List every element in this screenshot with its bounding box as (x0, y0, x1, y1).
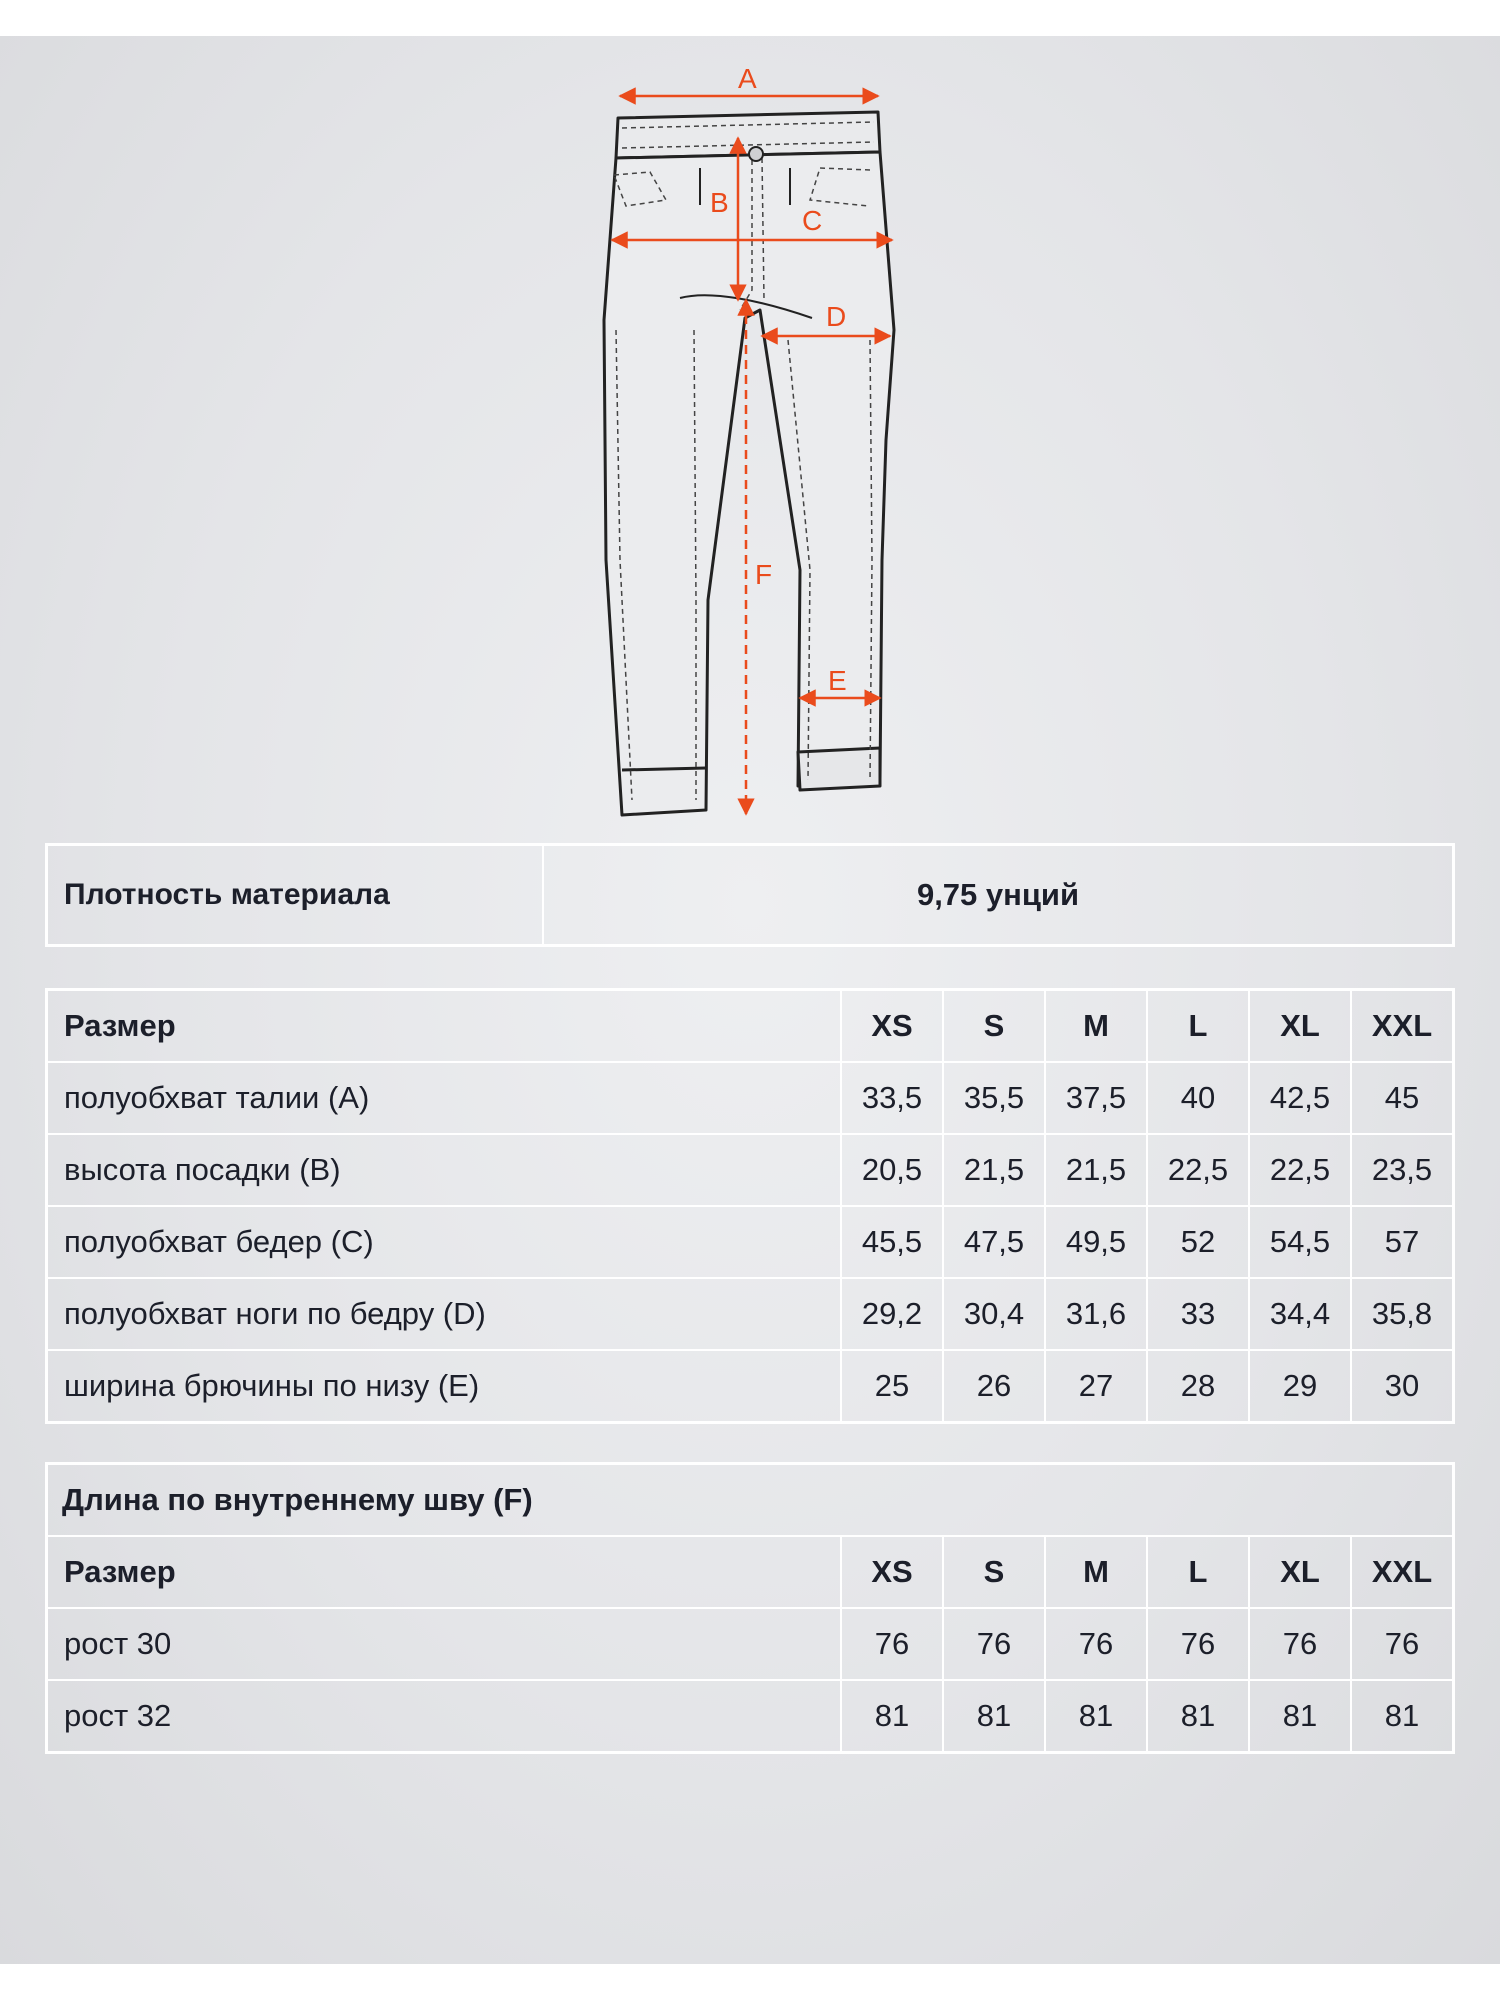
table-cell: 37,5 (1045, 1062, 1147, 1134)
table-cell: 76 (1045, 1608, 1147, 1680)
table-cell: 35,5 (943, 1062, 1045, 1134)
table-cell: 76 (841, 1608, 943, 1680)
table-cell: 76 (1249, 1608, 1351, 1680)
table-cell: 76 (943, 1608, 1045, 1680)
measurement-label-c: C (802, 205, 823, 236)
table-cell: 29,2 (841, 1278, 943, 1350)
table-cell: 33,5 (841, 1062, 943, 1134)
table-cell: 42,5 (1249, 1062, 1351, 1134)
row-label: ширина брючины по низу (E) (47, 1350, 842, 1423)
header-cell: S (943, 990, 1045, 1063)
table-row (47, 1062, 1454, 1134)
table-title: Длина по внутреннему шву (F) (47, 1464, 1454, 1537)
row-label: полуобхват талии (A) (47, 1062, 842, 1134)
table-header-row (47, 1536, 1454, 1608)
table-cell: 45,5 (841, 1206, 943, 1278)
table-cell: 20,5 (841, 1134, 943, 1206)
header-cell: XXL (1351, 990, 1454, 1063)
table-cell: 81 (943, 1680, 1045, 1753)
header-cell: Размер (47, 1536, 842, 1608)
table-cell: 21,5 (943, 1134, 1045, 1206)
density-row (47, 845, 1454, 946)
header-cell: XS (841, 1536, 943, 1608)
jeans-outline (604, 112, 894, 815)
table-cell: 47,5 (943, 1206, 1045, 1278)
header-cell: XS (841, 990, 943, 1063)
jeans-measurement-diagram (0, 0, 1500, 840)
table-cell: 81 (1351, 1680, 1454, 1753)
header-cell: M (1045, 990, 1147, 1063)
header-cell: Размер (47, 990, 842, 1063)
header-cell: XXL (1351, 1536, 1454, 1608)
header-cell: XL (1249, 1536, 1351, 1608)
table-cell: 30,4 (943, 1278, 1045, 1350)
table-cell: 81 (1249, 1680, 1351, 1753)
measurement-label-d: D (826, 301, 847, 332)
table-cell: 81 (1045, 1680, 1147, 1753)
material-density-table (45, 843, 1455, 947)
size-measurements-table (45, 988, 1455, 1424)
table-cell: 76 (1351, 1608, 1454, 1680)
table-row (47, 1350, 1454, 1423)
table-cell: 28 (1147, 1350, 1249, 1423)
table-cell: 33 (1147, 1278, 1249, 1350)
measurement-label-f: F (755, 559, 773, 590)
table-cell: 27 (1045, 1350, 1147, 1423)
table-cell: 49,5 (1045, 1206, 1147, 1278)
row-label: высота посадки (B) (47, 1134, 842, 1206)
table-cell: 31,6 (1045, 1278, 1147, 1350)
row-label: полуобхват бедер (C) (47, 1206, 842, 1278)
header-cell: L (1147, 1536, 1249, 1608)
table-cell: 81 (841, 1680, 943, 1753)
table-cell: 57 (1351, 1206, 1454, 1278)
table-cell: 35,8 (1351, 1278, 1454, 1350)
table-row (47, 1680, 1454, 1753)
table-row (47, 1278, 1454, 1350)
table-row (47, 1608, 1454, 1680)
table-title-row (47, 1464, 1454, 1537)
row-label: полуобхват ноги по бедру (D) (47, 1278, 842, 1350)
row-label: рост 30 (47, 1608, 842, 1680)
table-header-row (47, 990, 1454, 1063)
table-row (47, 1134, 1454, 1206)
table-cell: 34,4 (1249, 1278, 1351, 1350)
header-cell: L (1147, 990, 1249, 1063)
header-cell: XL (1249, 990, 1351, 1063)
table-cell: 52 (1147, 1206, 1249, 1278)
table-cell: 21,5 (1045, 1134, 1147, 1206)
table-cell: 22,5 (1249, 1134, 1351, 1206)
table-cell: 45 (1351, 1062, 1454, 1134)
table-cell: 29 (1249, 1350, 1351, 1423)
measurement-label-a: A (738, 63, 757, 94)
table-cell: 76 (1147, 1608, 1249, 1680)
header-cell: S (943, 1536, 1045, 1608)
density-value: 9,75 унций (543, 845, 1454, 946)
header-cell: M (1045, 1536, 1147, 1608)
inseam-length-table (45, 1462, 1455, 1754)
table-cell: 81 (1147, 1680, 1249, 1753)
table-cell: 40 (1147, 1062, 1249, 1134)
table-cell: 25 (841, 1350, 943, 1423)
table-cell: 22,5 (1147, 1134, 1249, 1206)
table-cell: 26 (943, 1350, 1045, 1423)
table-cell: 54,5 (1249, 1206, 1351, 1278)
table-cell: 23,5 (1351, 1134, 1454, 1206)
measurement-label-b: B (710, 187, 729, 218)
density-label: Плотность материала (47, 845, 544, 946)
measurement-label-e: E (828, 665, 847, 696)
table-cell: 30 (1351, 1350, 1454, 1423)
row-label: рост 32 (47, 1680, 842, 1753)
table-row (47, 1206, 1454, 1278)
